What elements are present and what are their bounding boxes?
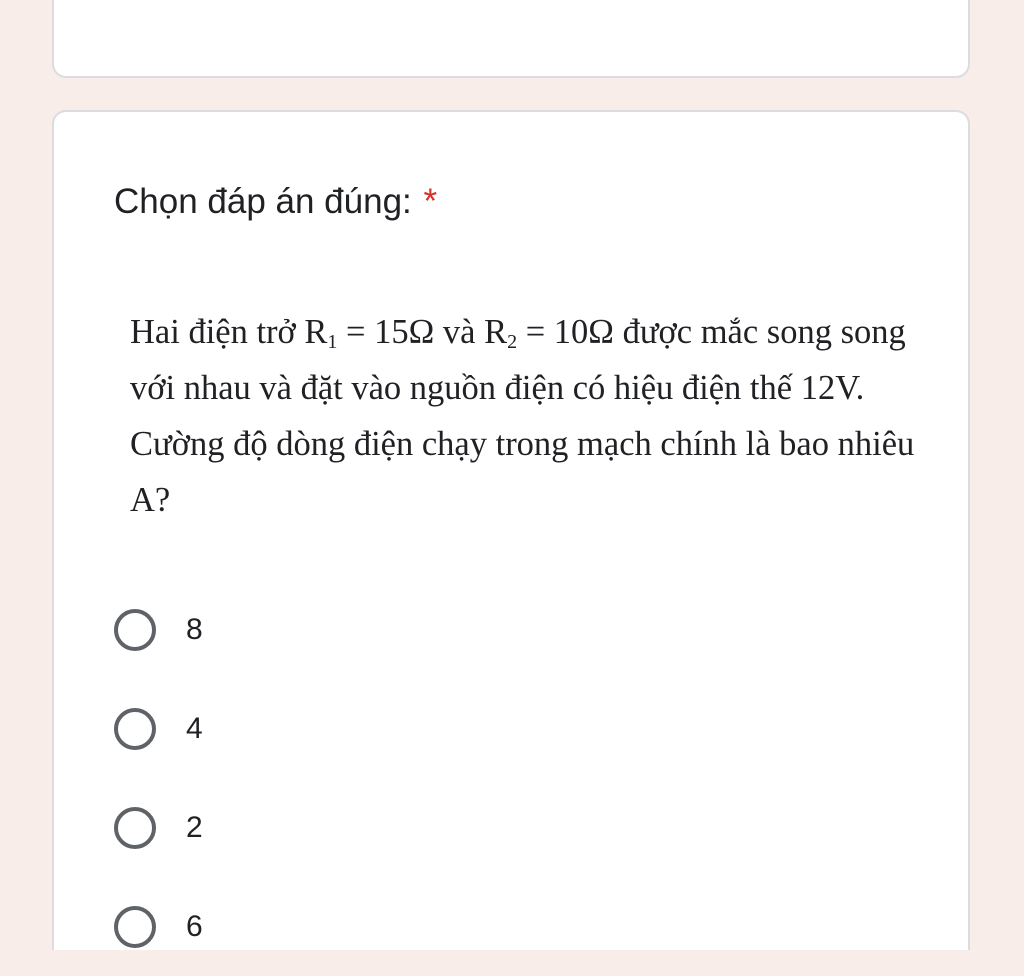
question-text-part-2: = 15Ω và R xyxy=(337,313,508,351)
question-text-part-3: = 10Ω được mắc song song với nhau và đặt vào nguồn điện có hiệu điện thế 12V. Cường độ dòng điện chạy trong mạch chính là bao nhiêu A? xyxy=(130,313,915,519)
answer-option-label: 8 xyxy=(186,612,203,646)
answer-option[interactable] xyxy=(114,679,203,778)
answer-option-label: 4 xyxy=(186,711,203,745)
radio-button-icon[interactable] xyxy=(114,609,156,651)
resistor-2-subscript: 2 xyxy=(507,331,518,353)
resistor-1-subscript: 1 xyxy=(327,331,338,353)
radio-button-icon[interactable] xyxy=(114,708,156,750)
required-asterisk: * xyxy=(423,182,438,221)
answer-option-label: 2 xyxy=(186,810,203,844)
answer-options xyxy=(114,580,203,976)
answer-option[interactable] xyxy=(114,580,203,679)
answer-option[interactable] xyxy=(114,877,203,976)
radio-button-icon[interactable] xyxy=(114,807,156,849)
answer-option[interactable] xyxy=(114,778,203,877)
question-title-text: Chọn đáp án đúng: xyxy=(114,182,412,221)
question-title xyxy=(114,182,437,222)
question-text xyxy=(130,304,930,528)
radio-button-icon[interactable] xyxy=(114,906,156,948)
previous-question-card xyxy=(52,0,970,78)
question-card xyxy=(52,110,970,950)
question-text-part-1: Hai điện trở R xyxy=(130,313,328,351)
answer-option-label: 6 xyxy=(186,909,203,943)
